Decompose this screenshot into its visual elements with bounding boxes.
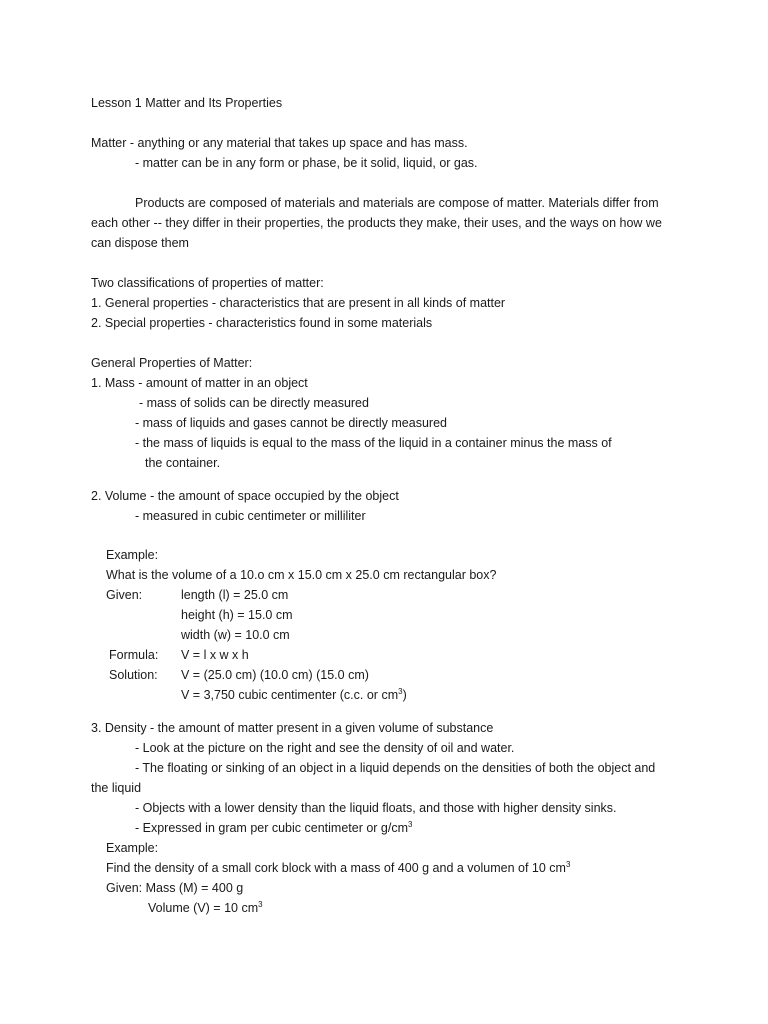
lesson-title: Lesson 1 Matter and Its Properties [91,96,283,110]
classifications-heading: Two classifications of properties of matter: [91,276,324,290]
formula-label: Formula: [109,648,159,662]
density-given-volume: Volume (V) = 10 $cm^3$ [148,900,263,915]
matter-definition: Matter - anything or any material that takes up space and has mass. [91,136,468,150]
volume-example-label: Example: [106,548,159,562]
mass-note: - mass of liquids and gases cannot be directly measured [135,416,447,430]
mass-note: the container. [145,456,221,470]
matter-note: - matter can be in any form or phase, be it solid, liquid, or gas. [135,156,478,170]
given-value: length (l) = 25.0 cm [181,588,289,602]
solution-label: Solution: [109,668,158,682]
general-heading: General Properties of Matter: [91,356,253,370]
density-note-wrap: the liquid [91,781,142,795]
classification-item: 1. General properties - characteristics that are present in all kinds of matter [91,296,506,310]
density-note: - Objects with a lower density than the liquid floats, and those with higher density sinks. [135,801,617,815]
density-note: - Look at the picture on the right and see the density of oil and water. [135,741,515,755]
paragraph-line-1: Products are composed of materials and materials are compose of matter. Materials differ from [135,196,659,210]
density-note: - The floating or sinking of an object in a liquid depends on the densities of both the object and [135,761,656,775]
solution-value: V = (25.0 cm) (10.0 cm) (15.0 cm) [181,668,369,682]
given-value: width (w) = 10.0 cm [181,628,290,642]
paragraph-line-3: can dispose them [91,236,189,250]
mass-note: - mass of solids can be directly measured [139,396,369,410]
given-label: Given: [106,588,143,602]
formula-value: V = l x w x h [181,648,249,662]
solution-answer: V = 3,750 cubic centimenter (c.c. or $cm^3$) [181,687,407,702]
density-title: 3. Density - the amount of matter present in a given volume of substance [91,721,494,735]
density-expressed: - Expressed in gram per cubic centimeter or $g/cm^3$ [135,820,413,835]
density-example-label: Example: [106,841,159,855]
paragraph-line-2: each other -- they differ in their properties, the products they make, their uses, and the ways on how we [91,216,662,230]
classification-item: 2. Special properties - characteristics found in some materials [91,316,433,330]
mass-title: 1. Mass - amount of matter in an object [91,376,308,390]
volume-note: - measured in cubic centimeter or milliliter [135,509,366,523]
density-example-question: Find the density of a small cork block with a mass of 400 g and a volumen of 10 $cm^3$ [106,860,571,875]
volume-title: 2. Volume - the amount of space occupied by the object [91,489,399,503]
density-given-mass: Given: Mass (M) = 400 g [106,881,244,895]
volume-example-question: What is the volume of a 10.o cm x 15.0 cm x 25.0 cm rectangular box? [106,568,497,582]
mass-note: - the mass of liquids is equal to the mass of the liquid in a container minus the mass of [135,436,612,450]
given-value: height (h) = 15.0 cm [181,608,293,622]
